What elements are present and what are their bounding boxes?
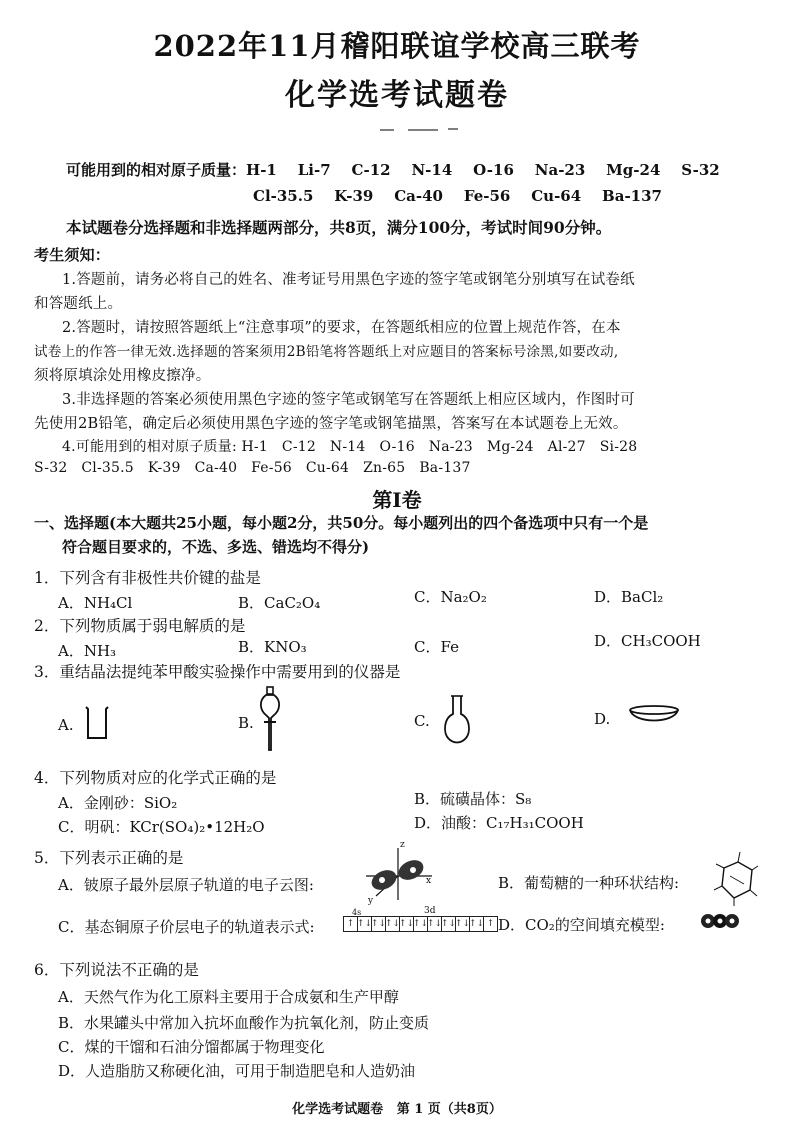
question-5-option-c: C．基态铜原子价层电子的轨道表示式: (58, 918, 315, 936)
question-4-option-a: A．金刚砂：SiO₂ (58, 794, 178, 812)
question-1-stem: 1．下列含有非极性共价键的盐是 (34, 569, 261, 587)
question-1-option-a: A．NH₄Cl (58, 594, 133, 612)
question-3-option-a: A. (58, 716, 74, 734)
orbital-box: ↑↓ (469, 916, 484, 932)
orbital-diagram-boxes (344, 916, 498, 932)
orbital-box: ↑↓ (455, 916, 470, 932)
axis-label-y: y (368, 896, 374, 906)
orbital-box: ↑↓ (399, 916, 414, 932)
orbital-box: ↑↓ (427, 916, 442, 932)
atomic-mass-label: 可能用到的相对原子质量： (66, 161, 247, 179)
question-5-option-b: B．葡萄糖的一种环状结构: (498, 874, 680, 892)
atomic-mass-line1 (66, 159, 720, 180)
orbital-box: ↑↓ (385, 916, 400, 932)
question-4-stem: 4．下列物质对应的化学式正确的是 (34, 769, 277, 787)
page-footer: 化学选考试题卷 第 1 页（共8页） (292, 1102, 502, 1117)
scan-mark (378, 126, 468, 134)
orbital-box: ↑ (483, 916, 498, 932)
notice-line: 须将原填涂处用橡皮擦净。 (34, 368, 211, 384)
question-2-option-d: D．CH₃COOH (594, 632, 701, 650)
question-3-option-b: B. (238, 714, 254, 732)
intro-text: 本试题卷分选择题和非选择题两部分，共8页，满分100分，考试时间90分钟。 (66, 218, 612, 237)
question-1-option-d: D．BaCl₂ (594, 588, 664, 606)
notice-line: 3.非选择题的答案必须使用黑色字迹的签字笔或钢笔写在答题纸上相应区域内，作图时可 (62, 392, 635, 408)
atomic-mass-values1: H-1 Li-7 C-12 N-14 O-16 Na-23 Mg-24 S-32 (246, 161, 720, 179)
part1-instructions-line1: 一、选择题(本大题共25小题，每小题2分，共50分。每小题列出的四个备选项中只有一个是 (34, 514, 649, 532)
notice-line: 试卷上的作答一律无效.选择题的答案须用2B铅笔将答题纸上对应题目的答案标号涂黑,如要改动, (34, 344, 619, 360)
round-flask-icon (442, 694, 472, 746)
notice-line: 4.可能用到的相对原子质量: H-1 C-12 N-14 O-16 Na-23 Mg-24 Al-27 Si-28 (62, 439, 638, 455)
axis-label-x: x (426, 876, 432, 886)
question-4-option-b: B．硫磺晶体：S₈ (414, 790, 532, 808)
question-2-stem: 2．下列物质属于弱电解质的是 (34, 617, 246, 635)
question-1-option-b: B．CaC₂O₄ (238, 594, 321, 612)
notice-heading: 考生须知： (34, 246, 111, 264)
orbital-box: ↑↓ (413, 916, 428, 932)
orbital-box: ↑↓ (441, 916, 456, 932)
question-4-option-d: D．油酸：C₁₇H₃₁COOH (414, 814, 584, 832)
question-6-option-a: A．天然气作为化工原料主要用于合成氨和生产甲醇 (58, 988, 399, 1006)
orbital-box: ↑ (343, 916, 358, 932)
section-title: 第Ⅰ卷 (372, 488, 422, 512)
part1-instructions-line2: 符合题目要求的，不选、多选、错选均不得分) (62, 538, 370, 556)
atomic-mass-line2: Cl-35.5 K-39 Ca-40 Fe-56 Cu-64 Ba-137 (253, 187, 662, 205)
question-4-option-c: C．明矾：KCr(SO₄)₂•12H₂O (58, 818, 265, 836)
question-2-option-a: A．NH₃ (58, 642, 117, 660)
notice-line: 1.答题前，请务必将自己的姓名、准考证号用黑色字迹的签字笔或钢笔分别填写在试卷纸 (62, 272, 635, 288)
question-2-option-b: B．KNO₃ (238, 638, 307, 656)
notice-line: S-32 Cl-35.5 K-39 Ca-40 Fe-56 Cu-64 Zn-65 Ba-137 (34, 460, 471, 476)
separatory-funnel-icon (258, 686, 282, 752)
orbital-label-4s: 4s (352, 908, 362, 917)
question-3-option-d: D. (594, 710, 611, 728)
notice-line: 和答题纸上。 (34, 296, 123, 312)
question-6-stem: 6．下列说法不正确的是 (34, 961, 199, 979)
question-6-option-c: C．煤的干馏和石油分馏都属于物理变化 (58, 1038, 325, 1056)
notice-line: 2.答题时，请按照答题纸上“注意事项”的要求，在答题纸相应的位置上规范作答，在本 (62, 320, 621, 336)
exam-title: 2022年11月稽阳联谊学校高三联考 (153, 29, 641, 63)
evaporating-dish-icon (628, 704, 680, 728)
exam-subtitle: 化学选考试题卷 (285, 78, 509, 113)
orbital-label-3d: 3d (424, 906, 436, 916)
orbital-box: ↑↓ (371, 916, 386, 932)
question-3-stem: 3．重结晶法提纯苯甲酸实验操作中需要用到的仪器是 (34, 663, 401, 681)
co2-space-filling-model (700, 912, 740, 930)
question-5-option-d: D．CO₂的空间填充模型: (498, 916, 665, 934)
glucose-ring-structure (710, 846, 760, 910)
question-6-option-b: B．水果罐头中常加入抗坏血酸作为抗氧化剂，防止变质 (58, 1014, 430, 1032)
question-1-option-c: C．Na₂O₂ (414, 588, 487, 606)
notice-line: 先使用2B铅笔，确定后必须使用黑色字迹的签字笔或钢笔描黑，答案写在本试题卷上无效。 (34, 416, 628, 432)
question-2-option-c: C．Fe (414, 638, 459, 656)
question-6-option-d: D．人造脂肪又称硬化油，可用于制造肥皂和人造奶油 (58, 1062, 416, 1080)
axis-label-z: z (400, 840, 405, 850)
question-5-option-a: A．铍原子最外层原子轨道的电子云图: (58, 876, 314, 894)
beaker-icon (84, 704, 110, 742)
question-3-option-c: C. (414, 712, 430, 730)
orbital-box: ↑↓ (357, 916, 372, 932)
question-5-stem: 5．下列表示正确的是 (34, 849, 184, 867)
